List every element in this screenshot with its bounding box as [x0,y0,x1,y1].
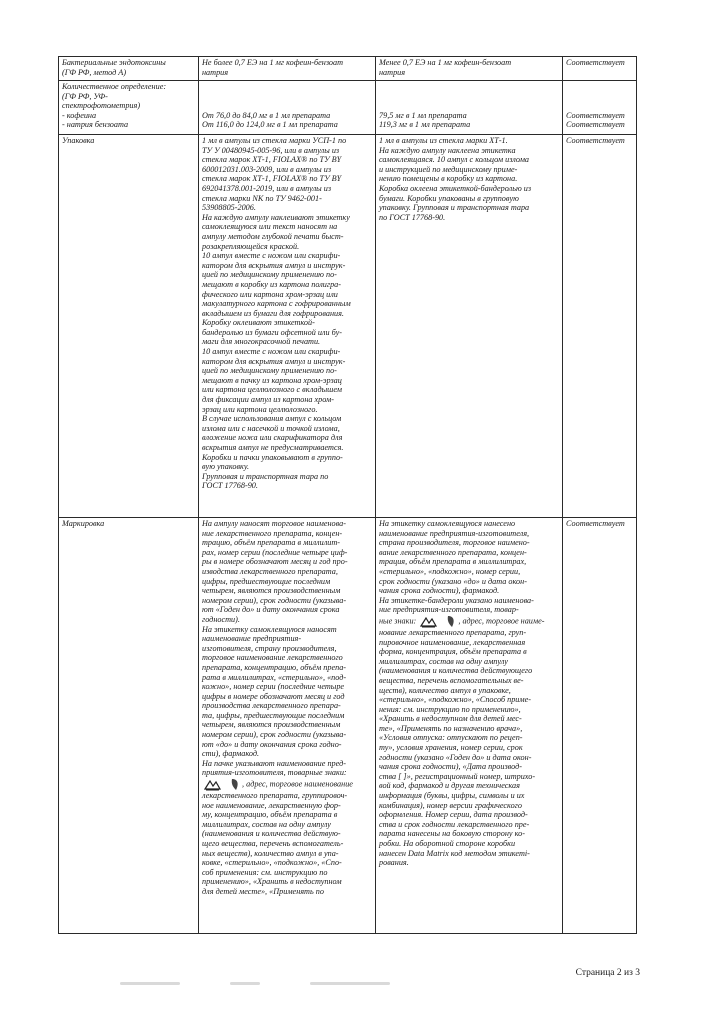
cell-conclusion [563,518,637,934]
text-line: ковке, «стерильно», «подкожно», «Спо- [202,858,342,868]
cell-param [59,135,199,518]
text-line: срок годности (указано «до» и дата окон- [379,576,527,586]
text-line: Коробку оклеивают этикеткой- [202,318,315,328]
text-line: Соответствует [566,120,625,130]
text-line: ных веществ), количество ампул в упа- [202,848,339,858]
text-line: информация (буквы, цифры, символы и их [379,791,525,801]
text-line: та, цифры, предшествующие последним [202,710,345,720]
text-line: чания срока годности), «Дата производ- [379,762,522,772]
text-line: цией по медицинскому применению по- [202,270,337,280]
text-line: робки. На оборотной стороне коробки [379,839,516,848]
text-line: самоклеящуюся или текст наносят на [202,222,338,232]
cell-requirement [199,81,376,135]
text-line: му, концентрацию, объём препарата в [202,810,338,820]
text-line: На ампулу наносят торговое наименова- [202,519,346,528]
text-line: спектрофотометрия) [62,101,141,111]
text-line: Не более 0,7 ЕЭ на 1 мг кофеин-бензоат [202,58,344,67]
cell-result [376,135,563,518]
text-line: цией по медицинскому применению по- [202,366,337,376]
text-line: На пачке указывают наименование пред- [202,758,346,768]
text-line: вую упаковку. [202,462,249,472]
text-line: препарата, концентрацию, объём препа- [202,662,347,672]
text-line: для фиксации ампул из картона хром- [202,395,334,405]
text-line: производства лекарственного препара- [202,701,341,711]
text-line: цифры, предшествующие последним [202,576,331,586]
text-line: ное наименование, лекарственную фор- [202,800,341,810]
text-line: Соответствует [566,110,625,120]
text-line: 1 мл в ампулы из стекла марки ХТ-1. [379,136,508,145]
text-line: форма, концентрация, объём препарата в [379,647,527,657]
text-line: или картона целлюлозного с вкладышем [202,385,343,395]
cell-result [376,81,563,135]
text-line: вой код, фармакод и другая техническая [379,781,520,791]
text-line: кожно», номер серии (последние четыре [202,682,345,692]
text-line: На этикетку самоклеящуюся нанесено [379,519,516,528]
text-line: Упаковка [62,136,95,145]
text-line: номером серии), срок годности (указыва- [202,595,347,605]
text-line: годности (указано «Годен до» и дата окон- [379,752,532,762]
text-line [379,101,559,111]
text-line: ние лекарственного препарата, концен- [202,528,343,538]
text-line: розакрепляющейся краской. [202,241,300,251]
text-line: номером серии), срок годности (указыва- [202,730,347,740]
text-line: вание лекарственного препарата, концен- [379,547,527,557]
text-line: - кофеина [62,110,97,120]
cell-result [376,518,563,934]
text-line: упаковку. Групповая и транспортная тара [379,203,530,213]
text-line: для детей месте», «Применять по [202,886,324,896]
text-line: маги для многокрасочной печати. [202,337,321,347]
text-line: ры в номере обозначают месяц и год про- [202,557,348,567]
text-line: вкладышем из бумаги для гофрирования. [202,308,344,318]
scan-artifact [80,978,640,992]
row-packaging [59,135,637,518]
text-line: 10 ампул вместе с ножом или скарифи- [202,347,341,357]
text-line [379,82,559,92]
cell-conclusion [563,81,637,135]
text-line: «стерильно», «подкожно», номер серии, [379,566,521,576]
specification-table [58,56,637,934]
text-line: макулатурного картона с гофрированным [202,299,351,309]
text-line: четырем, являются производственным [202,586,341,596]
text-line: рования. [379,858,409,868]
text-line: натрия [379,67,406,77]
text-line: пировочное наименование, лекарственная [379,637,526,647]
text-line: 1 мл в ампулы из стекла марки УСП-1 по [202,136,347,145]
text-line: стекла марок ХТ-1, FIOLAX® по ТУ BY [202,155,342,165]
text-line: те», «Применять по назначению врача», [379,723,523,733]
row-assay [59,81,637,135]
text-line: 119,3 мг в 1 мл препарата [379,120,471,130]
text-line: комбинация), номер версии графического [379,800,522,810]
trademark-emblem-icon [230,778,240,791]
text-line: бумаги. Коробки упакованы в групповую [379,193,519,203]
text-line: и инструкцией по медицинскому приме- [379,164,518,174]
text-line [566,92,633,102]
text-line: самоклеящаяся. 10 ампул с кольцом излома [379,155,530,165]
text-line: трацию, объём препарата в миллилит- [202,538,341,548]
text-line: излома или с насечкой и точкой излома, [202,423,340,433]
text-line: (наименования и количества действую- [202,829,341,839]
text-line: ние предприятия-изготовителя, товар- [379,605,519,615]
text-line: ют «Годен до» и дату окончания срока [202,605,340,615]
text-line: щего вещества, перечень вспомогатель- [202,839,344,848]
text-line: чания срока годности), фармакод. [379,586,500,596]
text-line: Маркировка [62,519,105,528]
text-line: торговое наименование лекарственного [202,653,343,663]
text-line: по ГОСТ 17768-90. [379,212,446,222]
text-line: Соответствует [566,136,625,145]
text-line: рата в миллилитрах, «стерильно», «под- [202,672,347,682]
text-line: наименование предприятия-изготовителя, [379,528,530,538]
text-line: приятия-изготовителя, товарные знаки: [202,768,347,778]
text-line: Бактериальные эндотоксины [62,58,166,67]
text-line: лекарственного препарата, группировоч- [202,791,348,801]
text-line: вложение ножа или скарификатора для [202,433,343,443]
cell-requirement [199,135,376,518]
text-line: Коробка оклеена этикеткой-бандеролью из [379,183,532,193]
text-line: На каждую ампулу наклеена этикетка [379,145,516,155]
text-line: «Хранить в недоступном для детей мес- [379,714,522,724]
page-number: Страница 2 из 3 [575,968,640,978]
text-line: На каждую ампулу наклеивают этикетку [202,212,350,222]
cell-result [376,57,563,81]
text-line: вещества, перечень вспомогательных ве- [379,675,524,685]
text-line: (ГФ РФ, метод А) [62,67,127,77]
text-line: мещают в пачку из картона хром-эрзац [202,375,342,385]
text-line: трация, объём препарата в миллилитрах, [379,557,527,567]
text-line: натрия [202,67,229,77]
text-line: нанесен Data Matrix код методом этикеті- [379,848,530,858]
text-line: бандеролью из бумаги офсетной или бу- [202,327,343,337]
row-labeling [59,518,637,934]
text-line: На этикетку самоклеящуюся наносят [202,624,337,634]
text-line: мещают в коробку из картона полигра- [202,279,341,289]
text-line: годности). [202,614,240,624]
text-line: Количественное определение: [62,82,167,91]
text-line: ту», условия хранения, номер серии, срок [379,743,523,753]
text-line: эрзац или картона целлюлозного. [202,404,318,414]
text-line: цифры в номере обозначают месяц и год [202,691,345,701]
text-line: соб применения: см. инструкцию по [202,867,328,877]
text-line: 53908805-2006. [202,203,256,213]
text-line: «Условия отпуска: отпускают по рецеп- [379,733,523,743]
text-line: Соответствует [566,58,625,67]
text-line: 692041378.001-2019, или в ампулы из [202,183,332,193]
text-line: (ГФ РФ, УФ- [62,91,108,101]
trademark-line: ные знаки: , адрес, торговое наиме- [379,615,559,628]
text-line: четырем, являются производственным [202,720,341,730]
text-line: 79,5 мг в 1 мл препарата [379,110,467,120]
text-line: ществ), количество ампул в упаковке, [379,685,511,695]
text-line: катором для вскрытия ампул и инструк- [202,260,346,270]
cell-conclusion [563,135,637,518]
text-line: Соответствует [566,519,625,528]
text-line: ТУ У 00480945-005-96, или в ампулы из [202,145,340,155]
trademark-logo-icon [420,615,442,628]
cell-requirement [199,57,376,81]
text-line: В случае использования ампул с кольцом [202,414,342,424]
text-line: (наименования и количества действующего [379,666,533,676]
text-line [202,82,372,92]
text-line: вскрытия ампул не предусматривается. [202,443,344,452]
text-line: ства и срок годности лекарственного пре- [379,819,530,829]
cell-param [59,518,199,934]
cell-param [59,81,199,135]
text-line [566,101,633,111]
text-line: «стерильно», «подкожно», «Способ приме- [379,695,531,705]
text-line: страна производителя, торговое наимено- [379,538,530,548]
text-line: нению помещены в коробку из картона. [379,174,518,184]
text-line: катором для вскрытия ампул и инструк- [202,356,346,366]
text-line [379,92,559,102]
text-line: 600012031.003-2009, или в ампулы из [202,164,332,174]
text-line [566,82,633,92]
text-line: нения: см. инструкцию по применению», [379,704,521,714]
text-line: рах, номер серии (последние четыре циф- [202,547,348,557]
trademark-line: , адрес, торговое наименование [202,778,372,791]
cell-requirement [199,518,376,934]
cell-conclusion [563,57,637,81]
text-line: - натрия бензоата [62,120,129,130]
text-line: фического или картона хром-эрзац или [202,289,338,299]
row-endotoxins [59,57,637,81]
text-line: нование лекарственного препарата, груп- [379,627,527,637]
text-line: От 116,0 до 124,0 мг в 1 мл препарата [202,120,338,130]
text-line: применению», «Хранить в недоступном [202,877,342,887]
text-line: сти), фармакод. [202,749,260,759]
text-line: ют «до» и дату окончания срока годно- [202,739,342,749]
text-line: Групповая и транспортная тара по [202,471,329,481]
text-line: Менее 0,7 ЕЭ на 1 мг кофеин-бензоат [379,58,512,67]
text-line: стекла марок ХТ-1, FIOLAX® по ТУ BY [202,174,342,184]
text-line: На этикетке-бандероли указано наименова- [379,595,534,605]
text-line: изготовителя, страну производителя, [202,643,337,653]
text-line: ампулу методом глубокой печати быст- [202,231,344,241]
text-line: ства [ ]», регистрационный номер, штрихо- [379,771,536,781]
text-line: миллилитрах, состав на одну ампулу [202,819,331,829]
trademark-logo-icon [204,778,226,791]
text-line: От 76,0 до 84,0 мг в 1 мл препарата [202,110,331,120]
cell-param [59,57,199,81]
text-line: миллилитрах, состав на одну ампулу [379,656,508,666]
text-line: изводства лекарственного препарата, [202,566,338,576]
text-line: ГОСТ 17768-90. [202,481,258,491]
text-line: наименование предприятия- [202,634,302,644]
text-line: Коробки и пачки упаковывают в группо- [202,452,343,462]
text-line: парата нанесены на боковую сторону ко- [379,829,525,839]
text-line: оформления. Номер серии, дата производ- [379,810,528,820]
trademark-emblem-icon [446,615,456,628]
text-line: 10 ампул вместе с ножом или скарифи- [202,251,341,261]
text-line [202,92,372,102]
text-line [202,101,372,111]
text-line: стекла марки NK по ТУ 9462-001- [202,193,322,203]
